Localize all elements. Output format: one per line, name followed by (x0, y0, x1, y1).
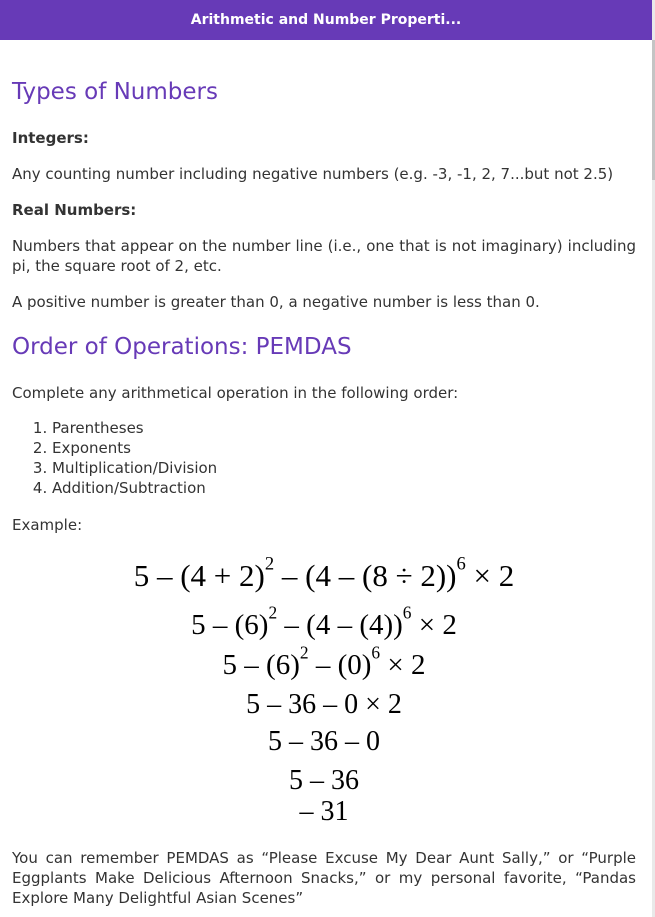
list-item: 4. Addition/Subtraction (52, 478, 217, 498)
order-intro: Complete any arithmetical operation in the following order: (12, 384, 459, 402)
example-step-6: 5 – 36 (289, 765, 359, 796)
example-step-5: 5 – 36 – 0 (268, 726, 380, 757)
example-label: Example: (12, 516, 83, 534)
page-title: Arithmetic and Number Properti... (190, 12, 462, 28)
mnemonic-text: You can remember PEMDAS as “Please Excuse My Dear Aunt Sally,” or “Purple Eggplants Make Delicious Afternoon Snacks,” or my personal favorite, “Pandas Explore Many Delightful Asian Scenes” (12, 849, 636, 907)
integers-label: Integers: (12, 129, 89, 147)
example-step-1: $5 - (4 + 2)^2 - (4 - (8 \div 2))^6 \times 2$ (133, 553, 515, 593)
sign-text: A positive number is greater than 0, a negative number is less than 0. (12, 293, 540, 311)
list-item: 3. Multiplication/Division (52, 458, 217, 478)
example-step-7: – 31 (299, 796, 349, 827)
list-item: 1. Parentheses (52, 418, 217, 438)
heading-types-of-numbers: Types of Numbers (12, 79, 218, 105)
example-step-4: 5 – 36 – 0 × 2 (246, 689, 402, 720)
pemdas-steps-list (12, 418, 217, 498)
heading-order-of-operations: Order of Operations: PEMDAS (12, 334, 352, 360)
example-step-2: $5 - (6)^2 - (4 - (4))^6 \times 2$ (191, 602, 457, 641)
app-title-bar (0, 0, 652, 40)
list-item: 2. Exponents (52, 438, 217, 458)
integers-text: Any counting number including negative numbers (e.g. -3, -1, 2, 7...but not 2.5) (12, 165, 614, 183)
real-numbers-text: Numbers that appear on the number line (i.e., one that is not imaginary) including pi, the square root of 2, etc. (12, 237, 636, 275)
real-numbers-label: Real Numbers: (12, 201, 137, 219)
example-step-3: $5 - (6)^2 - (0)^6 \times 2$ (222, 642, 426, 681)
